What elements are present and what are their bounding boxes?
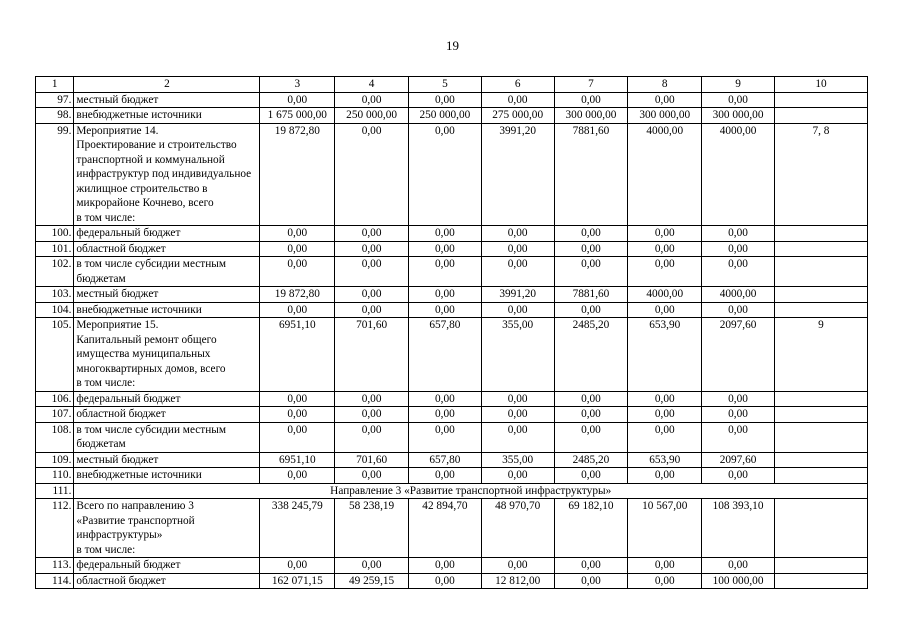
value-cell: 0,00: [481, 226, 554, 242]
value-cell: 0,00: [628, 468, 702, 484]
value-cell: 0,00: [335, 468, 409, 484]
column-header: 4: [335, 77, 409, 93]
row-number: 107.: [36, 407, 74, 423]
value-cell: 0,00: [554, 468, 628, 484]
direction-heading: Направление 3 «Развитие транспортной инфраструктуры»: [74, 483, 868, 499]
note-cell: [774, 287, 867, 303]
row-number: 114.: [36, 573, 74, 589]
value-cell: 657,80: [409, 318, 482, 392]
value-cell: 0,00: [702, 92, 775, 108]
value-cell: 0,00: [409, 391, 482, 407]
row-number: 103.: [36, 287, 74, 303]
value-cell: 19 872,80: [260, 287, 335, 303]
value-cell: 0,00: [409, 257, 482, 287]
column-header: 5: [409, 77, 482, 93]
value-cell: 0,00: [409, 407, 482, 423]
value-cell: 108 393,10: [702, 499, 775, 558]
value-cell: 4000,00: [702, 123, 775, 226]
value-cell: 275 000,00: [481, 108, 554, 124]
value-cell: 162 071,15: [260, 573, 335, 589]
value-cell: 300 000,00: [554, 108, 628, 124]
value-cell: 0,00: [481, 558, 554, 574]
note-cell: [774, 558, 867, 574]
row-number: 112.: [36, 499, 74, 558]
value-cell: 58 238,19: [335, 499, 409, 558]
value-cell: 0,00: [409, 92, 482, 108]
value-cell: 0,00: [409, 558, 482, 574]
value-cell: 0,00: [481, 468, 554, 484]
row-label: в том числе субсидии местным бюджетам: [74, 422, 260, 452]
row-label: Всего по направлению 3 «Развитие транспортной инфраструктуры» в том числе:: [74, 499, 260, 558]
column-header: 9: [702, 77, 775, 93]
value-cell: 10 567,00: [628, 499, 702, 558]
row-number: 98.: [36, 108, 74, 124]
column-header-row: [36, 77, 868, 93]
table-row: [36, 241, 868, 257]
value-cell: 0,00: [702, 407, 775, 423]
table-row: [36, 407, 868, 423]
value-cell: 3991,20: [481, 287, 554, 303]
row-label: внебюджетные источники: [74, 108, 260, 124]
value-cell: 2485,20: [554, 318, 628, 392]
value-cell: 0,00: [481, 92, 554, 108]
row-number: 113.: [36, 558, 74, 574]
table-row: [36, 123, 868, 226]
value-cell: 0,00: [409, 226, 482, 242]
page-number: 19: [446, 38, 459, 53]
note-cell: 9: [774, 318, 867, 392]
value-cell: 0,00: [335, 391, 409, 407]
value-cell: 12 812,00: [481, 573, 554, 589]
value-cell: 0,00: [702, 226, 775, 242]
value-cell: 0,00: [554, 302, 628, 318]
note-cell: [774, 407, 867, 423]
value-cell: 653,90: [628, 318, 702, 392]
column-header: 6: [481, 77, 554, 93]
row-number: 100.: [36, 226, 74, 242]
table-row: [36, 92, 868, 108]
row-label: федеральный бюджет: [74, 226, 260, 242]
budget-table: [35, 76, 868, 589]
value-cell: 338 245,79: [260, 499, 335, 558]
value-cell: 0,00: [335, 257, 409, 287]
value-cell: 19 872,80: [260, 123, 335, 226]
value-cell: 0,00: [260, 92, 335, 108]
value-cell: 2097,60: [702, 318, 775, 392]
table-row: [36, 257, 868, 287]
table-row: [36, 422, 868, 452]
row-number: 106.: [36, 391, 74, 407]
row-label: местный бюджет: [74, 92, 260, 108]
note-cell: [774, 257, 867, 287]
value-cell: 0,00: [335, 407, 409, 423]
table-row: [36, 318, 868, 392]
value-cell: 300 000,00: [702, 108, 775, 124]
value-cell: 0,00: [335, 558, 409, 574]
note-cell: 7, 8: [774, 123, 867, 226]
value-cell: 0,00: [409, 241, 482, 257]
row-label: в том числе субсидии местным бюджетам: [74, 257, 260, 287]
value-cell: 0,00: [554, 407, 628, 423]
value-cell: 653,90: [628, 452, 702, 468]
value-cell: 300 000,00: [628, 108, 702, 124]
value-cell: 0,00: [409, 302, 482, 318]
table-row: [36, 108, 868, 124]
value-cell: 0,00: [481, 302, 554, 318]
value-cell: 0,00: [260, 241, 335, 257]
row-label: Мероприятие 15. Капитальный ремонт общего имущества муниципальных многоквартирных домов, всего в том числе:: [74, 318, 260, 392]
row-number: 104.: [36, 302, 74, 318]
value-cell: 4000,00: [628, 123, 702, 226]
value-cell: 1 675 000,00: [260, 108, 335, 124]
value-cell: 0,00: [409, 287, 482, 303]
value-cell: 0,00: [260, 422, 335, 452]
value-cell: 0,00: [481, 257, 554, 287]
value-cell: 250 000,00: [409, 108, 482, 124]
row-label: федеральный бюджет: [74, 391, 260, 407]
value-cell: 0,00: [628, 422, 702, 452]
row-label: местный бюджет: [74, 452, 260, 468]
value-cell: 0,00: [628, 257, 702, 287]
value-cell: 0,00: [628, 302, 702, 318]
value-cell: 7881,60: [554, 123, 628, 226]
value-cell: 4000,00: [628, 287, 702, 303]
row-number: 102.: [36, 257, 74, 287]
value-cell: 0,00: [628, 226, 702, 242]
value-cell: 2485,20: [554, 452, 628, 468]
row-label: местный бюджет: [74, 287, 260, 303]
row-label: внебюджетные источники: [74, 468, 260, 484]
value-cell: 0,00: [702, 257, 775, 287]
column-header: 7: [554, 77, 628, 93]
row-label: федеральный бюджет: [74, 558, 260, 574]
value-cell: 0,00: [702, 468, 775, 484]
value-cell: 0,00: [335, 422, 409, 452]
note-cell: [774, 468, 867, 484]
value-cell: 3991,20: [481, 123, 554, 226]
row-label: Мероприятие 14. Проектирование и строительство транспортной и коммунальной инфраструктур под индивидуальное жилищное строительство в микрорайоне Кочнево, всего в том числе:: [74, 123, 260, 226]
row-number: 111.: [36, 483, 74, 499]
table-row: [36, 391, 868, 407]
row-number: 97.: [36, 92, 74, 108]
value-cell: 42 894,70: [409, 499, 482, 558]
note-cell: [774, 422, 867, 452]
value-cell: 0,00: [702, 422, 775, 452]
column-header: 10: [774, 77, 867, 93]
value-cell: 0,00: [628, 391, 702, 407]
row-number: 101.: [36, 241, 74, 257]
value-cell: 0,00: [335, 92, 409, 108]
value-cell: 2097,60: [702, 452, 775, 468]
value-cell: 6951,10: [260, 318, 335, 392]
table-row: [36, 558, 868, 574]
note-cell: [774, 573, 867, 589]
note-cell: [774, 499, 867, 558]
value-cell: 0,00: [628, 558, 702, 574]
row-number: 99.: [36, 123, 74, 226]
value-cell: 0,00: [628, 92, 702, 108]
table-row: [36, 302, 868, 318]
value-cell: 657,80: [409, 452, 482, 468]
value-cell: 355,00: [481, 318, 554, 392]
value-cell: 4000,00: [702, 287, 775, 303]
row-label: областной бюджет: [74, 407, 260, 423]
value-cell: 49 259,15: [335, 573, 409, 589]
value-cell: 6951,10: [260, 452, 335, 468]
value-cell: 0,00: [554, 558, 628, 574]
column-header: 1: [36, 77, 74, 93]
note-cell: [774, 92, 867, 108]
value-cell: 0,00: [702, 558, 775, 574]
row-label: внебюджетные источники: [74, 302, 260, 318]
row-label: областной бюджет: [74, 241, 260, 257]
value-cell: 0,00: [554, 422, 628, 452]
value-cell: 48 970,70: [481, 499, 554, 558]
table-row: [36, 499, 868, 558]
value-cell: 100 000,00: [702, 573, 775, 589]
value-cell: 0,00: [260, 468, 335, 484]
value-cell: 0,00: [409, 422, 482, 452]
value-cell: 0,00: [481, 241, 554, 257]
column-header: 2: [74, 77, 260, 93]
row-number: 110.: [36, 468, 74, 484]
value-cell: 0,00: [554, 92, 628, 108]
row-number: 109.: [36, 452, 74, 468]
value-cell: 0,00: [409, 123, 482, 226]
value-cell: 0,00: [409, 468, 482, 484]
value-cell: 0,00: [554, 257, 628, 287]
table-row: [36, 287, 868, 303]
value-cell: 0,00: [335, 226, 409, 242]
value-cell: 0,00: [481, 391, 554, 407]
value-cell: 0,00: [554, 391, 628, 407]
value-cell: 0,00: [702, 391, 775, 407]
column-header: 3: [260, 77, 335, 93]
value-cell: 0,00: [260, 257, 335, 287]
value-cell: 0,00: [554, 226, 628, 242]
table-row: [36, 483, 868, 499]
value-cell: 0,00: [335, 241, 409, 257]
value-cell: 701,60: [335, 318, 409, 392]
value-cell: 0,00: [260, 302, 335, 318]
value-cell: 0,00: [260, 558, 335, 574]
value-cell: 0,00: [702, 241, 775, 257]
table-body: [36, 77, 868, 589]
note-cell: [774, 452, 867, 468]
column-header: 8: [628, 77, 702, 93]
value-cell: 0,00: [554, 573, 628, 589]
value-cell: 0,00: [260, 226, 335, 242]
note-cell: [774, 391, 867, 407]
value-cell: 250 000,00: [335, 108, 409, 124]
value-cell: 0,00: [335, 302, 409, 318]
value-cell: 0,00: [260, 391, 335, 407]
note-cell: [774, 108, 867, 124]
value-cell: 0,00: [702, 302, 775, 318]
value-cell: 0,00: [409, 573, 482, 589]
table-row: [36, 452, 868, 468]
table-row: [36, 468, 868, 484]
value-cell: 0,00: [628, 573, 702, 589]
value-cell: 355,00: [481, 452, 554, 468]
value-cell: 701,60: [335, 452, 409, 468]
value-cell: 0,00: [260, 407, 335, 423]
row-label: областной бюджет: [74, 573, 260, 589]
row-number: 105.: [36, 318, 74, 392]
table-row: [36, 573, 868, 589]
value-cell: 0,00: [628, 241, 702, 257]
note-cell: [774, 226, 867, 242]
table-row: [36, 226, 868, 242]
value-cell: 0,00: [481, 407, 554, 423]
note-cell: [774, 302, 867, 318]
value-cell: 0,00: [335, 287, 409, 303]
value-cell: 0,00: [481, 422, 554, 452]
value-cell: 7881,60: [554, 287, 628, 303]
value-cell: 0,00: [554, 241, 628, 257]
value-cell: 0,00: [628, 407, 702, 423]
value-cell: 0,00: [335, 123, 409, 226]
row-number: 108.: [36, 422, 74, 452]
value-cell: 69 182,10: [554, 499, 628, 558]
note-cell: [774, 241, 867, 257]
